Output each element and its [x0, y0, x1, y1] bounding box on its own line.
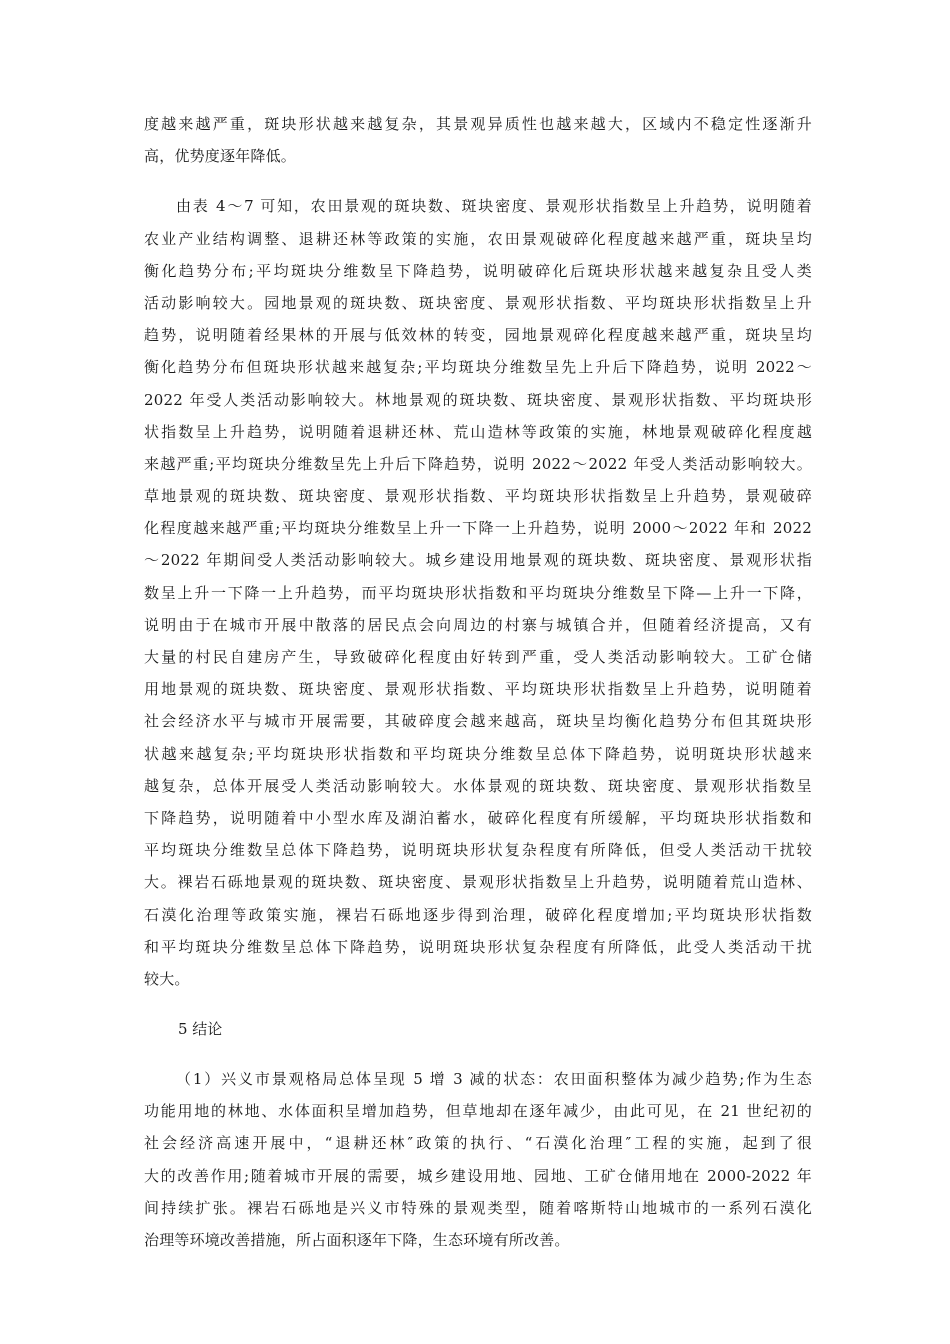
document-page	[144, 108, 812, 1256]
text-line: 较大。	[144, 969, 190, 988]
text-line: 状越来越复杂;平均斑块形状指数和平均斑块分维数呈总体下降趋势，说明斑块形状越来	[144, 744, 812, 763]
text-line: 来越严重;平均斑块分维数呈先上升后下降趋势，说明 2022～2022 年受人类活动影响较大。	[144, 454, 812, 473]
text-line: 高，优势度逐年降低。	[144, 147, 297, 166]
text-line: 社会经济水平与城市开展需要，其破碎度会越来越高，斑块呈均衡化趋势分布但其斑块形	[144, 712, 812, 731]
text-line: ～2022 年期间受人类活动影响较大。城乡建设用地景观的斑块数、斑块密度、景观形状指	[144, 551, 812, 570]
text-line: 状指数呈上升趋势，说明随着退耕还林、荒山造林等政策的实施，林地景观破碎化程度越	[144, 422, 812, 441]
text-line: 趋势，说明随着经果林的开展与低效林的转变，园地景观碎化程度越来越严重，斑块呈均	[144, 326, 812, 345]
text-line: 说明由于在城市开展中散落的居民点会向周边的村寨与城镇合并，但随着经济提高，又有	[144, 615, 812, 634]
text-line: 农业产业结构调整、退耕还林等政策的实施，农田景观破碎化程度越来越严重，斑块呈均	[144, 229, 812, 248]
text-line: 越复杂，总体开展受人类活动影响较大。水体景观的斑块数、斑块密度、景观形状指数呈	[144, 776, 812, 795]
paragraph-continuation	[144, 108, 812, 172]
text-line: 化程度越来越严重;平均斑块分维数呈上升一下降一上升趋势，说明 2000～2022 年和 2022	[144, 519, 812, 538]
text-line: 活动影响较大。园地景观的斑块数、斑块密度、景观形状指数、平均斑块形状指数呈上升	[144, 293, 812, 312]
text-line: 2022 年受人类活动影响较大。林地景观的斑块数、斑块密度、景观形状指数、平均斑块形	[144, 390, 812, 409]
text-line: 大。裸岩石砾地景观的斑块数、斑块密度、景观形状指数呈上升趋势，说明随着荒山造林、	[144, 873, 812, 892]
text-line: 社会经济高速开展中，“退耕还林″政策的执行、“石漠化治理″工程的实施，起到了很	[144, 1134, 812, 1153]
paragraph-landscape-analysis	[144, 190, 812, 995]
text-line: （1）兴义市景观格局总体呈现 5 增 3 减的状态：农田面积整体为减少趋势;作为生态	[176, 1070, 812, 1089]
text-line: 平均斑块分维数呈总体下降趋势，说明斑块形状复杂程度有所降低，但受人类活动干扰较	[144, 841, 812, 860]
text-line: 功能用地的林地、水体面积呈增加趋势，但草地却在逐年减少，由此可见，在 21 世纪初的	[144, 1102, 812, 1121]
text-line: 草地景观的斑块数、斑块密度、景观形状指数、平均斑块形状指数呈上升趋势，景观破碎	[144, 487, 812, 506]
text-line: 下降趋势，说明随着中小型水库及湖泊蓄水，破碎化程度有所缓解，平均斑块形状指数和	[144, 808, 812, 827]
text-line: 用地景观的斑块数、斑块密度、景观形状指数、平均斑块形状指数呈上升趋势，说明随着	[144, 680, 812, 699]
text-line: 大量的村民自建房产生，导致破碎化程度由好转到严重，受人类活动影响较大。工矿仓储	[144, 648, 812, 666]
paragraph-conclusion-1	[144, 1063, 812, 1256]
text-line: 和平均斑块分维数呈总体下降趋势，说明斑块形状复杂程度有所降低，此受人类活动干扰	[144, 937, 812, 956]
text-line: 衡化趋势分布但斑块形状越来越复杂;平均斑块分维数呈先上升后下降趋势，说明 2022～	[144, 358, 812, 377]
text-line: 由表 4～7 可知，农田景观的斑块数、斑块密度、景观形状指数呈上升趋势，说明随着	[176, 197, 812, 216]
section-heading-conclusion: 5 结论	[178, 1020, 223, 1039]
text-line: 度越来越严重，斑块形状越来越复杂，其景观异质性也越来越大，区域内不稳定性逐渐升	[144, 115, 812, 133]
text-line: 间持续扩张。裸岩石砾地是兴义市特殊的景观类型，随着喀斯特山地城市的一系列石漠化	[144, 1198, 812, 1217]
text-line: 治理等环境改善措施，所占面积逐年下降，生态环境有所改善。	[144, 1231, 570, 1249]
text-line: 衡化趋势分布;平均斑块分维数呈下降趋势，说明破碎化后斑块形状越来越复杂且受人类	[144, 261, 812, 280]
text-line: 大的改善作用;随着城市开展的需要，城乡建设用地、园地、工矿仓储用地在 2000-2022 年	[144, 1166, 812, 1185]
text-line: 石漠化治理等政策实施，裸岩石砾地逐步得到治理，破碎化程度增加;平均斑块形状指数	[144, 905, 812, 924]
text-line: 数呈上升一下降一上升趋势，而平均斑块形状指数和平均斑块分维数呈下降—上升一下降，	[144, 583, 812, 602]
